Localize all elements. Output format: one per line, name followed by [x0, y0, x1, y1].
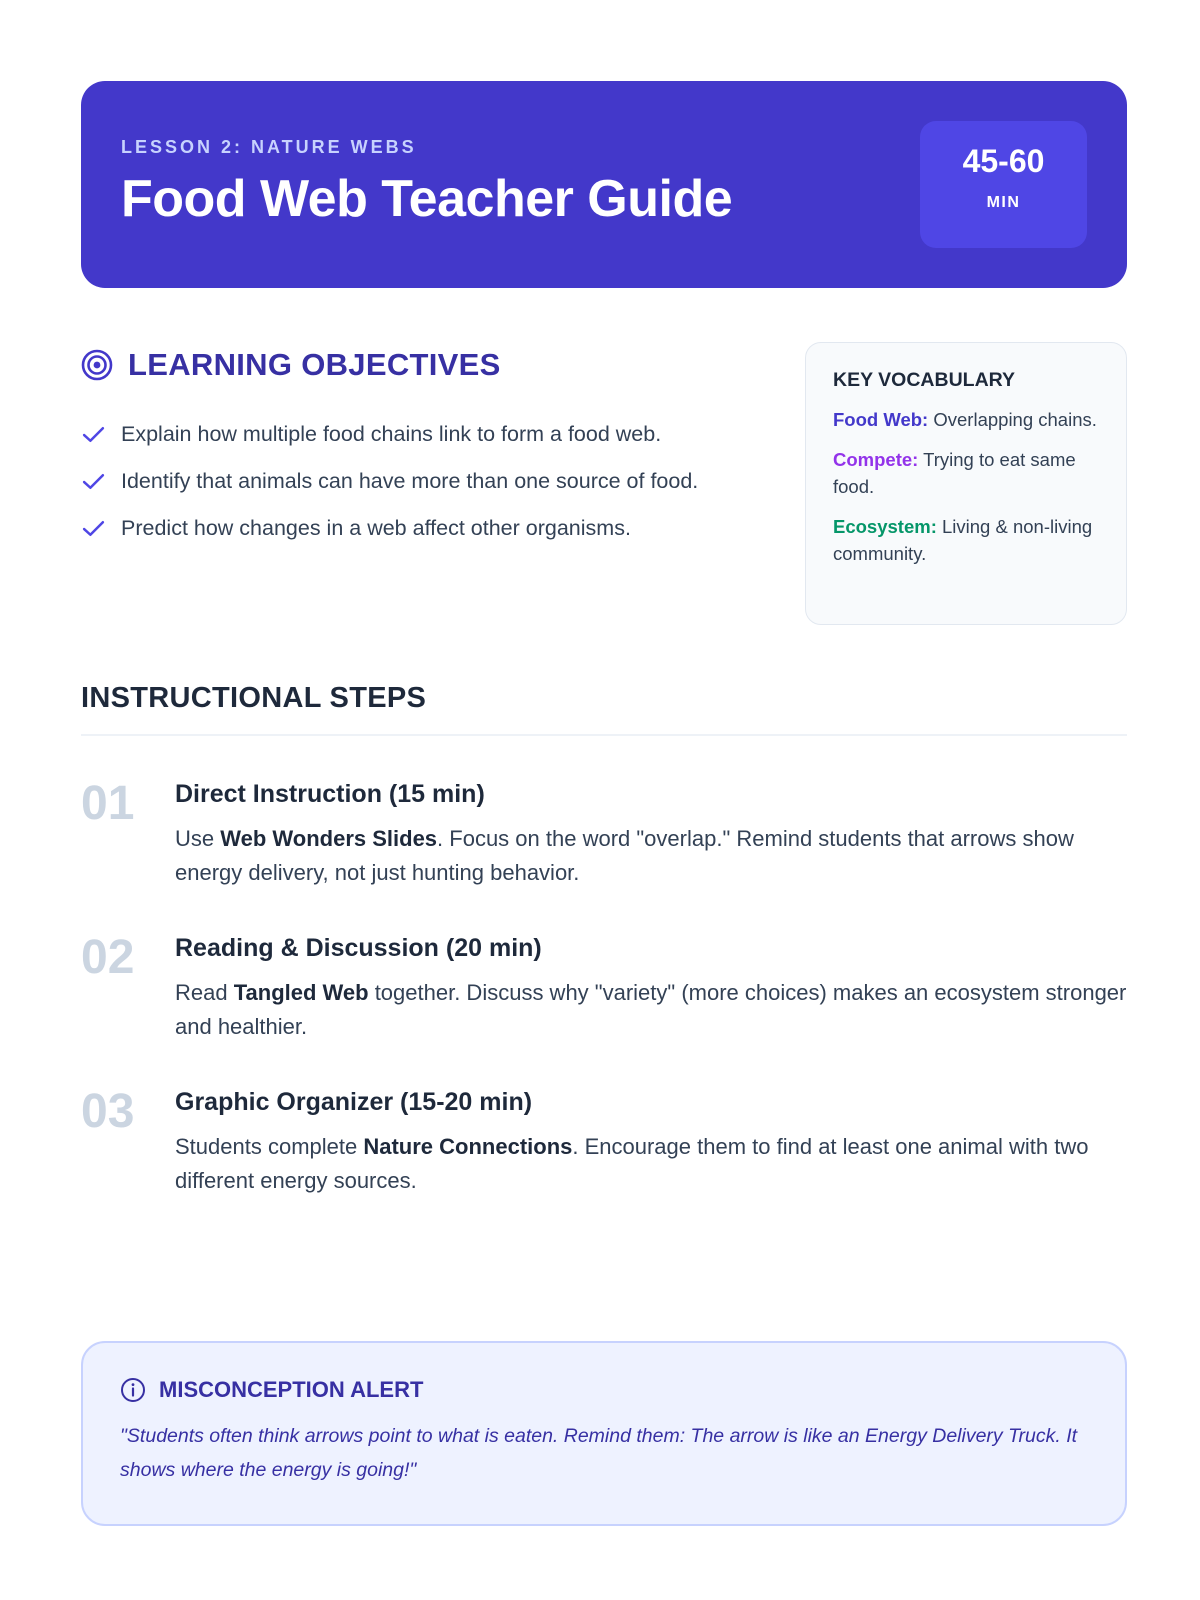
- target-icon: [81, 349, 113, 381]
- step-number: 01: [81, 777, 135, 830]
- objectives-list: [81, 411, 781, 552]
- objective-text: Predict how changes in a web affect other organisms.: [121, 516, 631, 540]
- step-title: Reading & Discussion (20 min): [175, 934, 542, 962]
- misconception-alert: [81, 1341, 1127, 1526]
- objective-item: [81, 505, 781, 552]
- vocab-entry-ecosystem: [833, 513, 1099, 567]
- learning-objectives-section: [81, 345, 781, 552]
- step-number: 03: [81, 1085, 135, 1138]
- step-body: [175, 934, 1127, 1044]
- objectives-heading-row: [81, 345, 781, 385]
- step-desc-text: . Focus on the word "overlap." Remind students that arrows show energy delivery, not just hunting behavior.: [175, 826, 1074, 885]
- vocab-definition: Living & non-living community.: [833, 516, 1093, 564]
- step-title: Graphic Organizer (15-20 min): [175, 1088, 533, 1116]
- step-desc-text: Use: [175, 826, 221, 851]
- key-vocabulary-card: [805, 342, 1127, 625]
- vocab-entry-compete: [833, 446, 1099, 500]
- info-icon: [120, 1377, 146, 1403]
- step-body: [175, 780, 1127, 890]
- lesson-label: LESSON 2: NATURE WEBS: [121, 137, 417, 157]
- step-description: [175, 1130, 1127, 1198]
- vocab-term: Ecosystem:: [833, 516, 937, 537]
- alert-heading: MISCONCEPTION ALERT: [159, 1377, 424, 1402]
- checkmark-icon: [81, 469, 106, 494]
- vocab-term: Food Web:: [833, 409, 929, 430]
- vocab-term: Compete:: [833, 449, 919, 470]
- objectives-heading: LEARNING OBJECTIVES: [128, 347, 501, 382]
- duration-value: 45-60: [962, 143, 1045, 179]
- section-divider: [81, 734, 1127, 736]
- step-desc-text: Read: [175, 980, 234, 1005]
- page-title: Food Web Teacher Guide: [121, 170, 733, 228]
- resource-name: Web Wonders Slides: [220, 826, 438, 851]
- objective-text: Explain how multiple food chains link to form a food web.: [121, 422, 662, 446]
- step-desc-text: Students complete: [175, 1134, 364, 1159]
- vocab-definition: Trying to eat same food.: [833, 449, 1076, 497]
- step-description: [175, 976, 1127, 1044]
- vocabulary-heading: KEY VOCABULARY: [833, 369, 1016, 391]
- resource-name: Nature Connections: [363, 1134, 573, 1159]
- checkmark-icon: [81, 422, 106, 447]
- objective-item: [81, 458, 781, 505]
- alert-heading-row: [120, 1377, 1088, 1403]
- vocab-entry-food-web: [833, 406, 1099, 433]
- alert-text: "Students often think arrows point to what is eaten. Remind them: The arrow is like an Energy Delivery Truck. It shows where the energy is going!": [120, 1425, 1078, 1481]
- objective-item: [81, 411, 781, 458]
- duration-badge: [920, 121, 1087, 248]
- step-number: 02: [81, 931, 135, 984]
- step-title: Direct Instruction (15 min): [175, 780, 485, 808]
- objective-text: Identify that animals can have more than one source of food.: [121, 469, 699, 493]
- duration-unit: MIN: [986, 194, 1021, 211]
- lesson-header: [81, 81, 1127, 288]
- resource-name: Tangled Web: [233, 980, 369, 1005]
- step-desc-text: . Encourage them to find at least one animal with two different energy sources.: [175, 1134, 1089, 1193]
- step-body: [175, 1088, 1127, 1198]
- steps-heading: INSTRUCTIONAL STEPS: [81, 682, 427, 714]
- vocab-definition: Overlapping chains.: [933, 409, 1097, 430]
- checkmark-icon: [81, 516, 106, 541]
- step-description: [175, 822, 1127, 890]
- step-desc-text: together. Discuss why "variety" (more choices) makes an ecosystem stronger and healthier.: [175, 980, 1127, 1039]
